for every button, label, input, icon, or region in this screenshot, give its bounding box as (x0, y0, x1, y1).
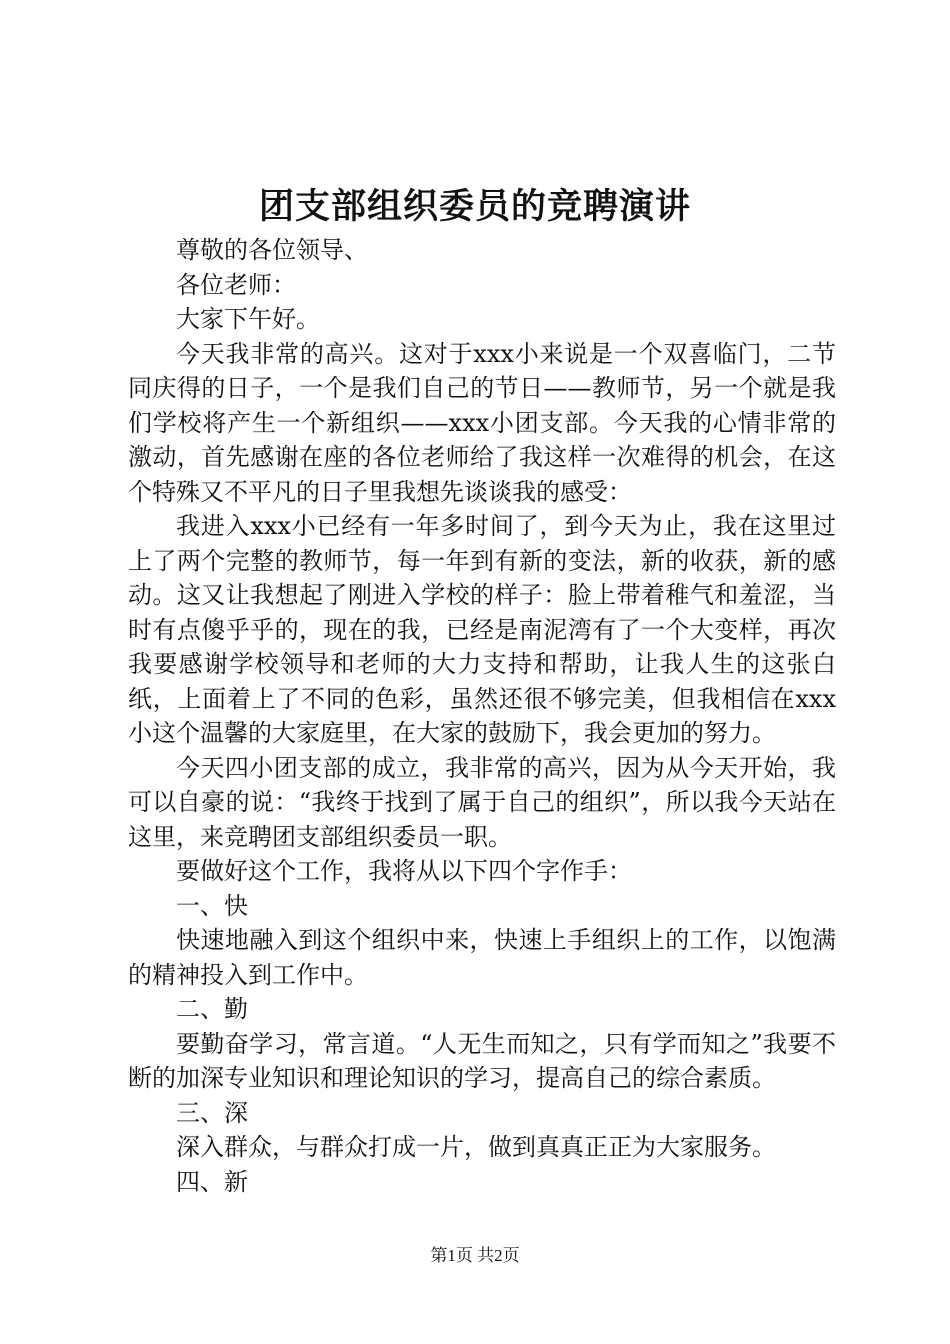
paragraph-candidacy: 今天四小团支部的成立，我非常的高兴，因为从今天开始，我可以自豪的说：“我终于找到了属于自己的组织”，所以我今天站在这里，来竞聘团支部组织委员一职。 (128, 753, 836, 851)
document-title: 团支部组织委员的竞聘演讲 (258, 186, 691, 227)
page-footer: 第1页 共2页 (430, 1246, 520, 1265)
heading-deep: 三、深 (176, 1098, 248, 1127)
document-body (128, 233, 836, 1199)
heading-fast: 一、快 (176, 891, 248, 920)
paragraph-intro: 今天我非常的高兴。这对于xxx小来说是一个双喜临门，二节同庆得的日子，一个是我们自己的节日——教师节，另一个就是我们学校将产生一个新组织——xxx小团支部。今天我的心情非常的激动，首先感谢在座的各位老师给了我这样一次难得的机会，在这个特殊又不平凡的日子里我想先谈谈我的感受： (128, 339, 836, 506)
paragraph-plan: 要做好这个工作，我将从以下四个字作手： (176, 857, 632, 885)
heading-new: 四、新 (176, 1167, 248, 1196)
paragraph-deep: 深入群众，与群众打成一片，做到真真正正为大家服务。 (176, 1133, 776, 1161)
salutation-teachers: 各位老师： (176, 270, 296, 299)
greeting: 大家下午好。 (176, 305, 320, 333)
paragraph-diligent: 要勤奋学习，常言道。“人无生而知之，只有学而知之”我要不断的加深专业知识和理论知识的学习，提高自己的综合素质。 (128, 1029, 836, 1092)
paragraph-experience: 我进入xxx小已经有一年多时间了，到今天为止，我在这里过上了两个完整的教师节，每一年到有新的变法，新的收获，新的感动。这又让我想起了刚进入学校的样子：脸上带着稚气和羞涩，当时有点傻乎乎的，现在的我，已经是南泥湾有了一个大变样，再次我要感谢学校领导和老师的大力支持和帮助，让我人生的这张白纸，上面着上了不同的色彩，虽然还很不够完美，但我相信在xxx小这个温馨的大家庭里，在大家的鼓励下，我会更加的努力。 (128, 512, 836, 747)
heading-diligent: 二、勤 (176, 995, 248, 1023)
paragraph-fast: 快速地融入到这个组织中来，快速上手组织上的工作，以饱满的精神投入到工作中。 (128, 926, 836, 989)
salutation-leaders: 尊敬的各位领导、 (176, 236, 368, 264)
